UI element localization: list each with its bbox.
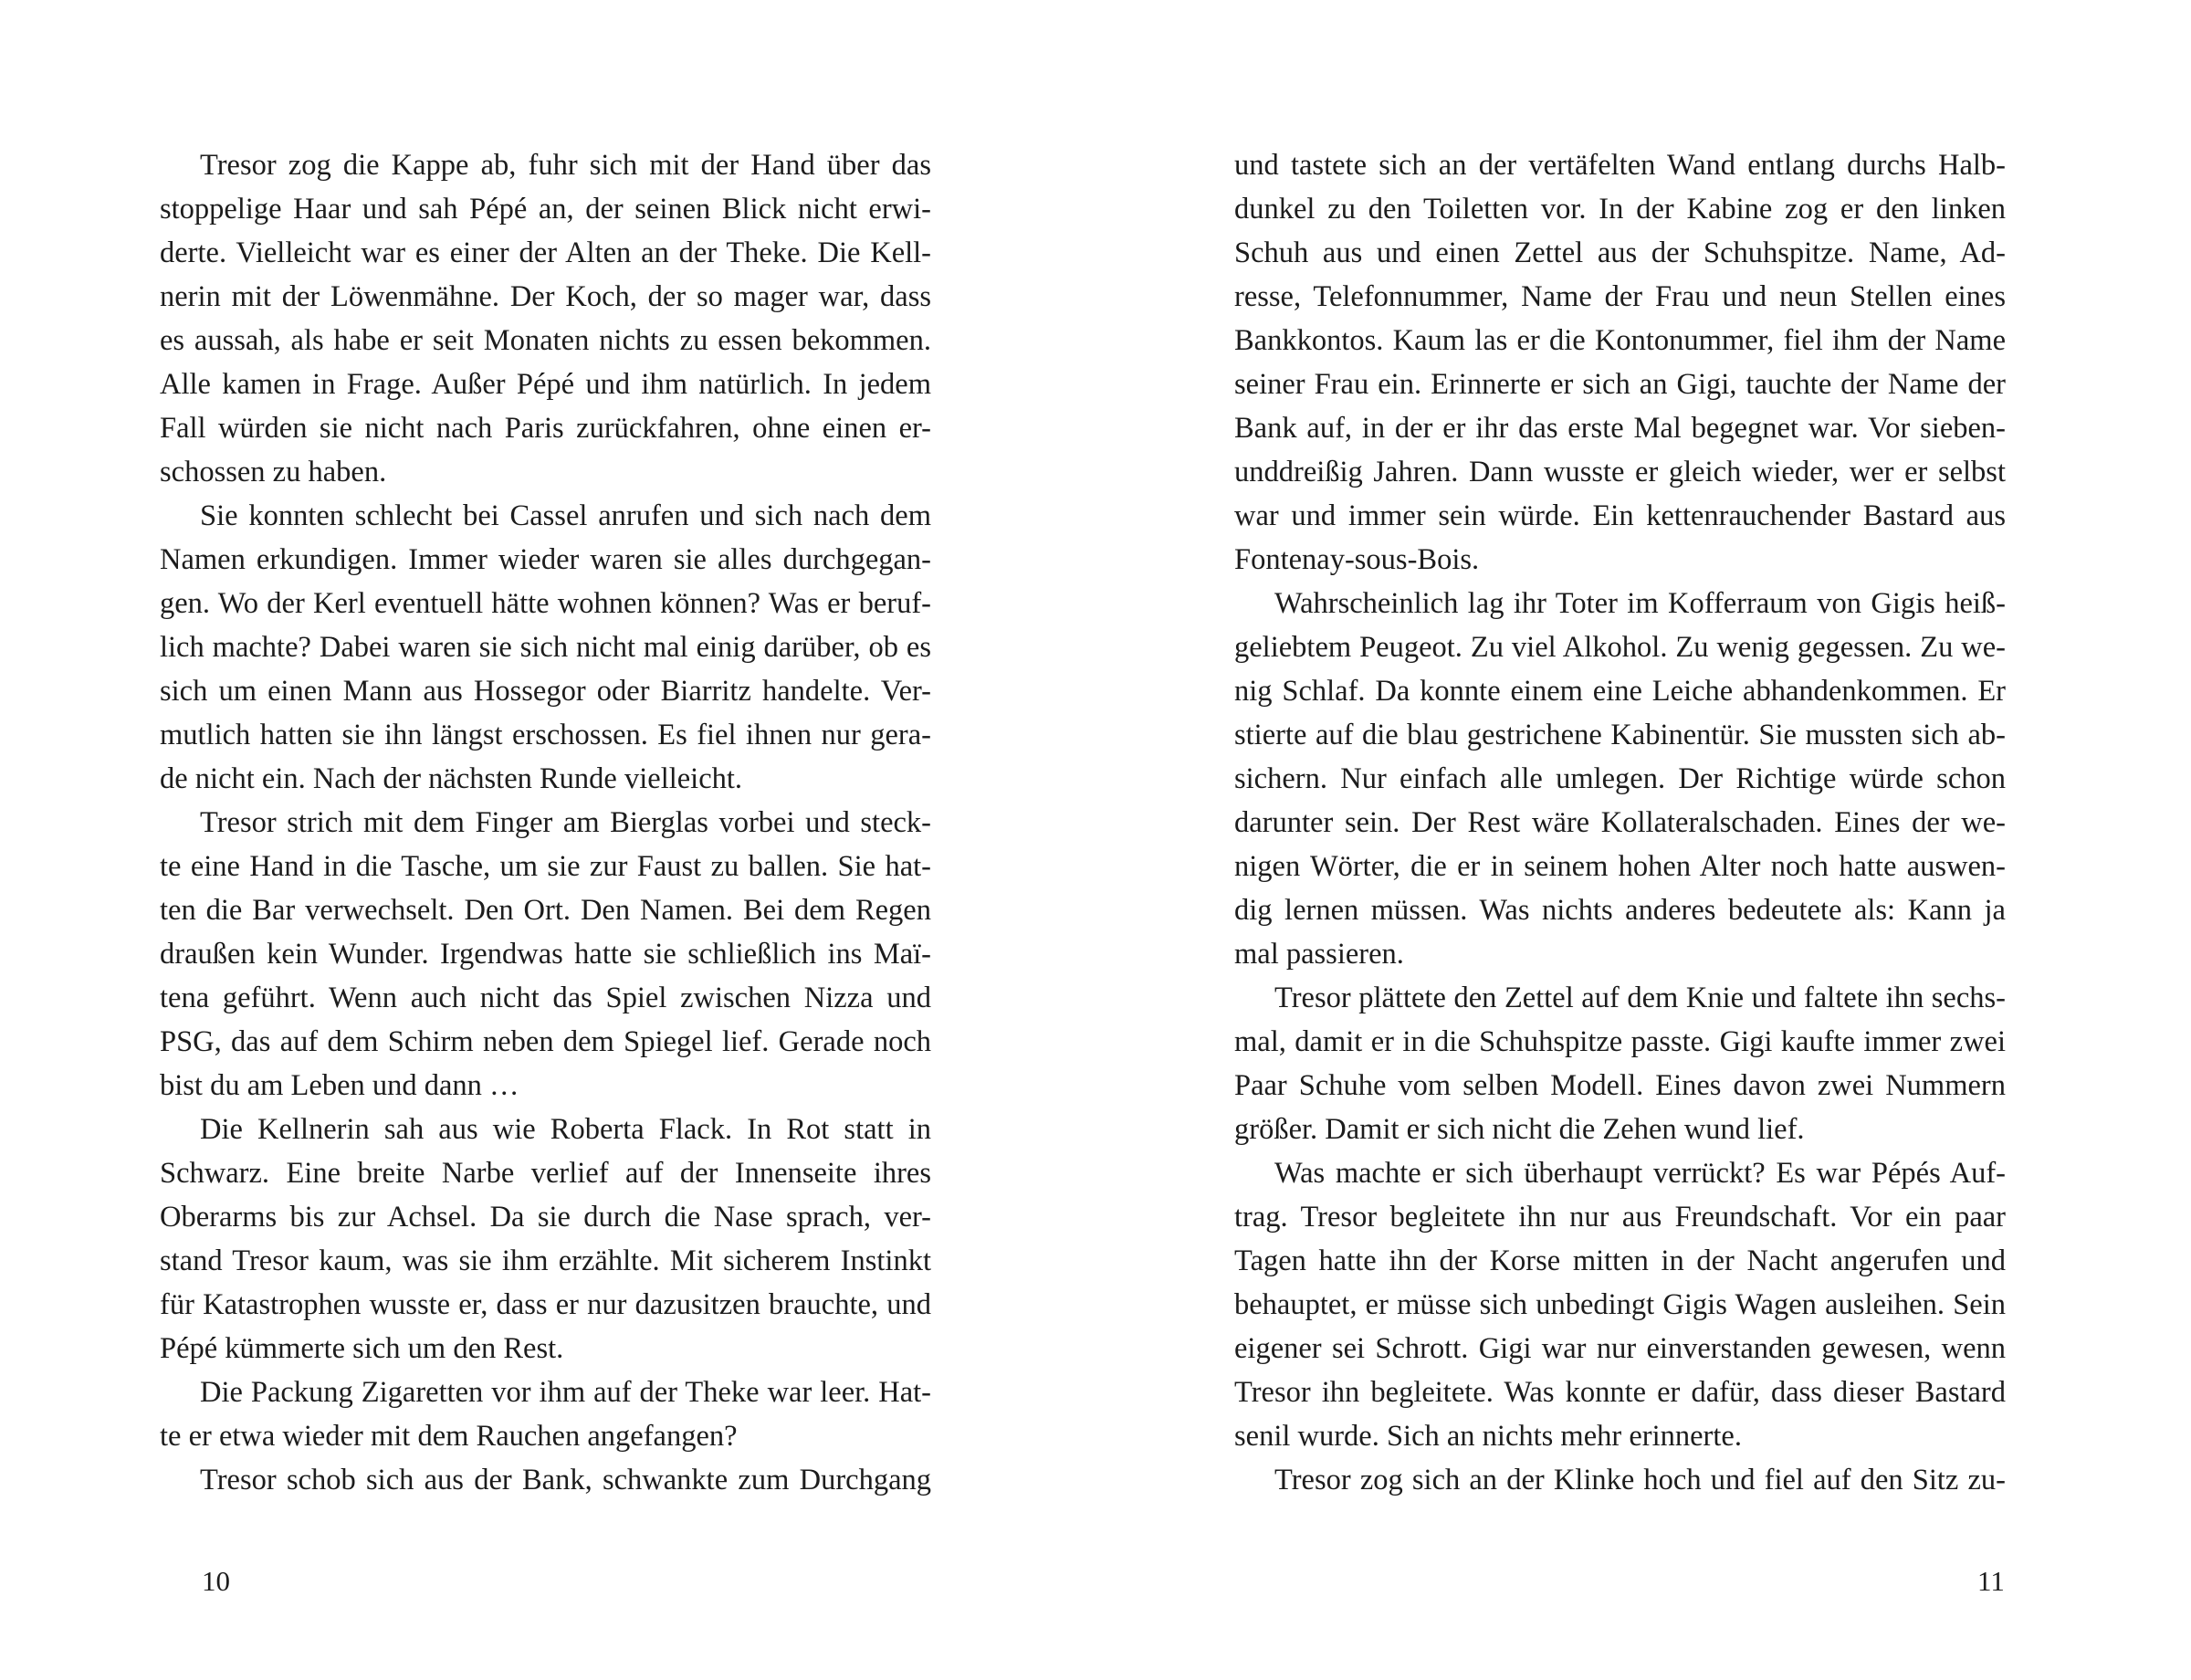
text-line: Tresor strich mit dem Finger am Bierglas vorbei und steck- [200, 806, 931, 839]
text-line: darunter sein. Der Rest wäre Kollateralschaden. Eines der we- [1234, 806, 2006, 839]
text-line: mal, damit er in die Schuhspitze passte. Gigi kaufte immer zwei [1234, 1025, 2006, 1058]
text-line: Tresor zog sich an der Klinke hoch und fiel auf den Sitz zu- [1274, 1464, 2006, 1496]
text-line: te er etwa wieder mit dem Rauchen angefangen? [160, 1420, 738, 1453]
text-line: stand Tresor kaum, was sie ihm erzählte. Mit sicherem Instinkt [160, 1244, 931, 1277]
text-line: trag. Tresor begleitete ihn nur aus Freundschaft. Vor ein paar [1234, 1201, 2006, 1234]
text-line: nig Schlaf. Da konnte einem eine Leiche abhandenkommen. Er [1234, 675, 2006, 708]
text-line: Tagen hatte ihn der Korse mitten in der Nacht angerufen und [1234, 1244, 2006, 1277]
text-line: Bankkontos. Kaum las er die Kontonummer, fiel ihm der Name [1234, 324, 2006, 357]
text-line: Schuh aus und einen Zettel aus der Schuhspitze. Name, Ad- [1234, 236, 2006, 269]
text-line: stierte auf die blau gestrichene Kabinentür. Sie mussten sich ab- [1234, 719, 2006, 751]
text-line: draußen kein Wunder. Irgendwas hatte sie schließlich ins Maï- [160, 938, 931, 971]
text-line: Die Packung Zigaretten vor ihm auf der Theke war leer. Hat- [200, 1376, 931, 1409]
text-line: geliebtem Peugeot. Zu viel Alkohol. Zu wenig gegessen. Zu we- [1234, 631, 2006, 664]
text-line: Was machte er sich überhaupt verrückt? Es war Pépés Auf- [1274, 1157, 2006, 1190]
text-line: stoppelige Haar und sah Pépé an, der seinen Blick nicht erwi- [160, 193, 931, 226]
text-line: für Katastrophen wusste er, dass er nur dazusitzen brauchte, und [160, 1288, 931, 1321]
text-line: dunkel zu den Toiletten vor. In der Kabine zog er den linken [1234, 193, 2006, 226]
text-line: lich machte? Dabei waren sie sich nicht mal einig darüber, ob es [160, 631, 931, 664]
text-line: Tresor schob sich aus der Bank, schwankte zum Durchgang [200, 1464, 931, 1496]
text-line: unddreißig Jahren. Dann wusste er gleich wieder, wer er selbst [1234, 456, 2006, 488]
text-line: seiner Frau ein. Erinnerte er sich an Gigi, tauchte der Name der [1234, 368, 2006, 401]
text-line: mutlich hatten sie ihn längst erschossen. Es fiel ihnen nur gera- [160, 719, 931, 751]
text-line: resse, Telefonnummer, Name der Frau und neun Stellen eines [1234, 280, 2006, 313]
text-line: Fall würden sie nicht nach Paris zurückfahren, ohne einen er- [160, 412, 931, 445]
text-line: gen. Wo der Kerl eventuell hätte wohnen können? Was er beruf- [160, 587, 931, 620]
text-line: tena geführt. Wenn auch nicht das Spiel zwischen Nizza und [160, 982, 931, 1014]
text-line: größer. Damit er sich nicht die Zehen wund lief. [1234, 1113, 1805, 1146]
right-page-text [1234, 143, 2006, 1502]
text-line: nerin mit der Löwenmähne. Der Koch, der so mager war, dass [160, 280, 931, 313]
text-line: Alle kamen in Frage. Außer Pépé und ihm natürlich. In jedem [160, 368, 931, 401]
text-line: ten die Bar verwechselt. Den Ort. Den Namen. Bei dem Regen [160, 894, 931, 927]
text-line: te eine Hand in die Tasche, um sie zur Faust zu ballen. Sie hat- [160, 850, 931, 883]
text-line: war und immer sein würde. Ein kettenrauchender Bastard aus [1234, 499, 2006, 532]
text-line: Schwarz. Eine breite Narbe verlief auf der Innenseite ihres [160, 1157, 931, 1190]
left-page-text [160, 143, 931, 1502]
text-line: eigener sei Schrott. Gigi war nur einverstanden gewesen, wenn [1234, 1332, 2006, 1365]
text-line: Tresor ihn begleitete. Was konnte er dafür, dass dieser Bastard [1234, 1376, 2006, 1409]
text-line: Tresor zog die Kappe ab, fuhr sich mit der Hand über das [200, 149, 931, 182]
text-line: es aussah, als habe er seit Monaten nichts zu essen bekommen. [160, 324, 931, 357]
text-line: Sie konnten schlecht bei Cassel anrufen und sich nach dem [200, 499, 931, 532]
text-line: Pépé kümmerte sich um den Rest. [160, 1332, 564, 1365]
text-line: Fontenay-sous-Bois. [1234, 543, 1480, 576]
text-line: derte. Vielleicht war es einer der Alten an der Theke. Die Kell- [160, 236, 931, 269]
text-line: schossen zu haben. [160, 456, 387, 488]
text-line: Paar Schuhe vom selben Modell. Eines davon zwei Nummern [1234, 1069, 2006, 1102]
text-line: Wahrscheinlich lag ihr Toter im Kofferraum von Gigis heiß- [1274, 587, 2006, 620]
text-line: de nicht ein. Nach der nächsten Runde vielleicht. [160, 762, 743, 795]
text-line: senil wurde. Sich an nichts mehr erinnerte. [1234, 1420, 1742, 1453]
text-line: sich um einen Mann aus Hossegor oder Biarritz handelte. Ver- [160, 675, 931, 708]
text-line: nigen Wörter, die er in seinem hohen Alter noch hatte auswen- [1234, 850, 2006, 883]
text-line: Die Kellnerin sah aus wie Roberta Flack. In Rot statt in [200, 1113, 931, 1146]
text-line: und tastete sich an der vertäfelten Wand entlang durchs Halb- [1234, 149, 2006, 182]
page-number-right: 11 [1977, 1565, 2005, 1597]
text-line: Namen erkundigen. Immer wieder waren sie alles durchgegan- [160, 543, 931, 576]
text-line: mal passieren. [1234, 938, 1404, 971]
text-line: behauptet, er müsse sich unbedingt Gigis Wagen ausleihen. Sein [1234, 1288, 2006, 1321]
text-line: PSG, das auf dem Schirm neben dem Spiegel lief. Gerade noch [160, 1025, 931, 1058]
text-line: bist du am Leben und dann … [160, 1069, 519, 1102]
text-line: Tresor plättete den Zettel auf dem Knie und faltete ihn sechs- [1274, 982, 2006, 1014]
text-line: Bank auf, in der er ihr das erste Mal begegnet war. Vor sieben- [1234, 412, 2006, 445]
text-line: sichern. Nur einfach alle umlegen. Der Richtige würde schon [1234, 762, 2006, 795]
page-number-left: 10 [202, 1565, 230, 1597]
text-line: Oberarms bis zur Achsel. Da sie durch die Nase sprach, ver- [160, 1201, 931, 1234]
text-line: dig lernen müssen. Was nichts anderes bedeutete als: Kann ja [1234, 894, 2006, 927]
